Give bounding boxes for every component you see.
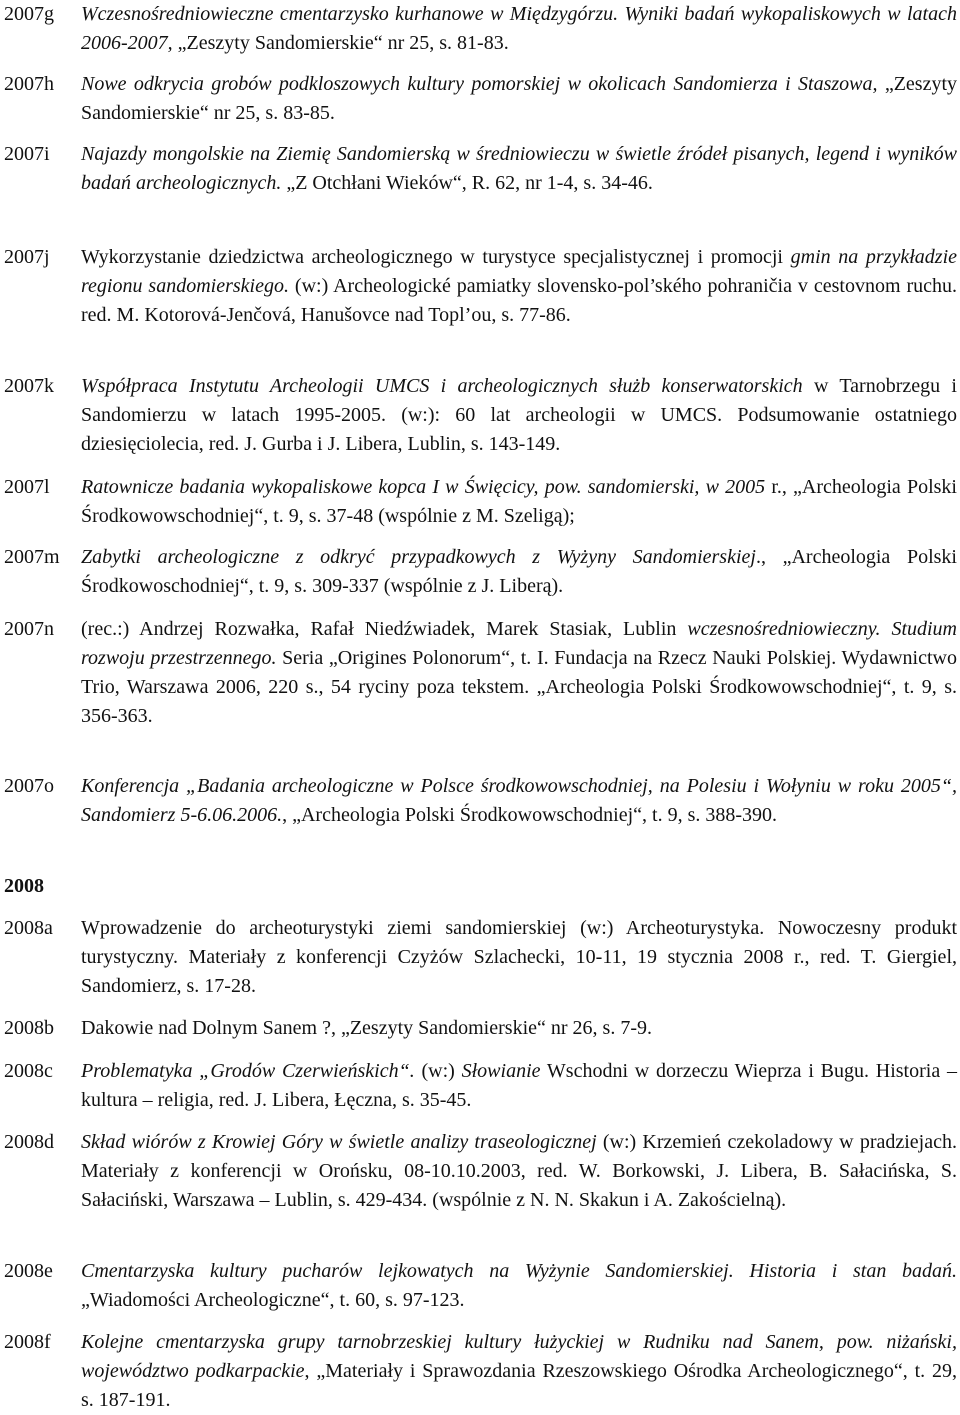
entry-code: 2008e [4,1260,53,1282]
entry-details: , „Archeologia Polski Środkowowschodniej“, t. 9, s. 388-390. [282,804,778,826]
entry-text [81,473,957,531]
entry-code: 2007m [4,546,60,568]
entry-text [81,543,957,601]
entry-title: Zabytki archeologiczne z odkryć przypadkowych z Wyżyny Sandomierskiej [81,546,756,568]
entry-title-secondary: Słowianie [461,1060,541,1082]
entry-title: Najazdy mongolskie na Ziemię Sandomierską w średniowieczu w świetle źródeł pisanych, legend i wyników badań archeologicznych. [81,143,957,194]
entry-details: Seria „Origines Polonorum“, t. I. Fundacja na Rzecz Nauki Polskiej. Wydawnictwo Trio, Warszawa 2006, 220 s., 54 ryciny poza tekstem. „Archeologia Polski Środkowowschodniej“, t. 9, s. 356-363. [81,647,957,727]
entry-text [81,372,957,459]
entry-text [81,1057,957,1115]
entry-text [81,1257,957,1315]
entry-title: Skład wiórów z Krowiej Góry w świetle analizy traseologicznej [81,1131,597,1153]
entry-details: „Zeszyty Sandomierskie“ nr 25, s. 81-83. [172,32,509,54]
entry-details: (w:) [414,1060,462,1082]
bibliography-entry-2007g [0,0,960,58]
entry-details: w Tarnobrzegu i Sandomierzu w latach 1995-2005. (w:): 60 lat archeologii w UMCS. Podsumowanie ostatniego dziesięciolecia, red. J. Gurba i J. Libera, Lublin, s. 143-149. [81,375,957,455]
bibliography-entry-2007m [0,543,960,601]
entry-code: 2008d [4,1131,54,1153]
entry-text [81,615,957,731]
entry-code: 2007i [4,143,50,165]
entry-text [81,243,957,330]
bibliography-entry-2007n [0,615,960,731]
entry-details: „Wiadomości Archeologiczne“, t. 60, s. 97-123. [81,1289,465,1311]
entry-title: gmin na przykładzie regionu sandomierskiego. [81,246,958,297]
bibliography-entry-2007j [0,243,960,330]
bibliography-entry-2008f [0,1328,960,1415]
entry-title: Cmentarzyska kultury pucharów lejkowatych na Wyżynie Sandomierskiej. Historia i stan badań. [81,1260,957,1282]
entry-text [81,70,957,128]
entry-details: ., „Archeologia Polski Środkowoschodniej“, t. 9, s. 309-337 (wspólnie z J. Liberą). [81,546,957,597]
bibliography-entry-2007h [0,70,960,128]
entry-details: r., „Archeologia Polski Środkowowschodniej“, t. 9, s. 37-48 (wspólnie z M. Szeligą); [81,476,957,527]
entry-text [81,0,957,58]
entry-code: 2007n [4,618,54,640]
entry-text [81,1328,957,1415]
entry-title: Problematyka „Grodów Czerwieńskich“. [81,1060,415,1082]
entry-text [81,772,957,830]
entry-text [81,1014,957,1043]
entry-prefix: Wykorzystanie dziedzictwa archeologicznego w turystyce specjalistycznej i promocji [81,246,791,268]
entry-code: 2007o [4,775,54,797]
year-heading: 2008 [4,875,44,897]
entry-code: 2008c [4,1060,53,1082]
entry-details: Dakowie nad Dolnym Sanem ?, „Zeszyty Sandomierskie“ nr 26, s. 7-9. [81,1017,652,1039]
entry-details: Wprowadzenie do archeoturystyki ziemi sandomierskiej (w:) Archeoturystyka. Nowoczesny produkt turystyczny. Materiały z konferencji Czyżów Szlachecki, 10-11, 19 stycznia 2008 r., red. T. Giergiel, Sandomierz, s. 17-28. [81,917,957,997]
bibliography-entry-2008b [0,1014,960,1043]
entry-code: 2007k [4,375,54,397]
entry-title: Konferencja „Badania archeologiczne w Polsce środkowowschodniej, na Polesiu i Wołyniu w roku 2005“, Sandomierz 5-6.06.2006. [81,775,957,826]
entry-code: 2008b [4,1017,54,1039]
entry-code: 2007g [4,3,54,25]
bibliography-entry-2008c [0,1057,960,1115]
entry-details: „Z Otchłani Wieków“, R. 62, nr 1-4, s. 34-46. [281,172,653,194]
bibliography-entry-2008a [0,914,960,1001]
entry-prefix: (rec.:) Andrzej Rozwałka, Rafał Niedźwiadek, Marek Stasiak, Lublin [81,618,688,640]
entry-code: 2007l [4,476,50,498]
entry-code: 2008f [4,1331,51,1353]
bibliography-entry-2008d [0,1128,960,1215]
entry-code: 2007j [4,246,50,268]
entry-details: (w:) Krzemień czekoladowy w pradziejach. Materiały z konferencji w Orońsku, 08-10.10.2003, red. W. Borkowski, J. Libera, B. Sałacińska, S. Sałaciński, Warszawa – Lublin, s. 429-434. (wspólnie z N. N. Skakun i A. Zakościelną). [81,1131,957,1211]
entry-title: Kolejne cmentarzyska grupy tarnobrzeskiej kultury łużyckiej w Rudniku nad Sanem, pow. niżański, województwo podkarpackie [81,1331,957,1382]
entry-text [81,914,957,1001]
bibliography-entry-2007i [0,140,960,198]
entry-title: Nowe odkrycia grobów podkloszowych kultury pomorskiej w okolicach Sandomierza i Staszowa, [81,73,878,95]
entry-title: wczesnośredniowieczny. Studium rozwoju przestrzennego. [81,618,957,669]
entry-title: Wczesnośredniowieczne cmentarzysko kurhanowe w Międzygórzu. Wyniki badań wykopaliskowych w latach 2006-2007, [81,3,957,54]
entry-details: „Zeszyty Sandomierskie“ nr 25, s. 83-85. [81,73,958,124]
bibliography-entry-2007l [0,473,960,531]
bibliography-entry-2007o [0,772,960,830]
entry-text [81,1128,957,1215]
entry-title: Ratownicze badania wykopaliskowe kopca I w Święcicy, pow. sandomierski, w 2005 [81,476,766,498]
entry-details-secondary: Wschodni w dorzeczu Wieprza i Bugu. Historia – kultura – religia, red. J. Libera, Łęczna, s. 35-45. [81,1060,957,1111]
bibliography-entry-2008e [0,1257,960,1315]
entry-code: 2008a [4,917,53,939]
entry-text [81,140,957,198]
bibliography-entry-2007k [0,372,960,459]
entry-details: (w:) Archeologické pamiatky slovensko-pol’ského pohraničia v cestovnom ruchu. red. M. Kotorová-Jenčová, Hanušovce nad Topl’ou, s. 77-86. [81,275,957,326]
entry-details: , „Materiały i Sprawozdania Rzeszowskiego Ośrodka Archeologicznego“, t. 29, s. 187-191. [81,1360,958,1411]
entry-code: 2007h [4,73,54,95]
entry-title: Współpraca Instytutu Archeologii UMCS i archeologicznych służb konserwatorskich [81,375,803,397]
